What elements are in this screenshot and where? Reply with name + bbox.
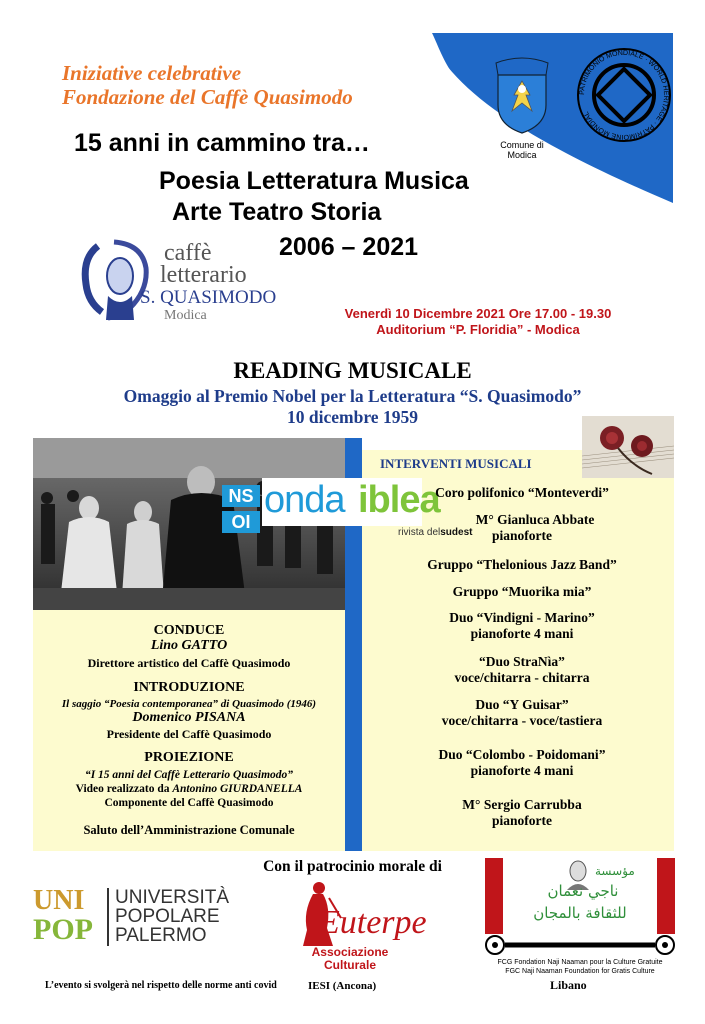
unipop-pop: POP [33, 913, 93, 946]
intro-name: Domenico PISANA [132, 710, 246, 725]
logo-name: S. QUASIMODO [140, 287, 277, 308]
fcg-red-bar-right [657, 858, 675, 934]
projection-role: Componente del Caffè Quasimodo [104, 797, 274, 809]
performer-line: pianoforte [492, 528, 552, 543]
quasimodo-portrait-icon [68, 238, 158, 326]
ns-badge: NS [222, 485, 260, 507]
roses-photo [582, 416, 674, 478]
euterpe-logo [285, 878, 427, 978]
intro-description: Il saggio “Poesia contemporanea” di Quasimodo (1946) [61, 698, 317, 710]
unipop-uni: UNI [33, 885, 85, 916]
performer-line: “Duo StraNìa” [479, 654, 565, 669]
projection-video [33, 782, 345, 796]
performer-line: Duo “Vindigni - Marino” [449, 610, 595, 625]
euterpe-name: Euterpe [319, 904, 427, 941]
initiatives-line-2: Fondazione del Caffè Quasimodo [62, 85, 353, 109]
fcg-arabic-3: للثقافة بالمجان [533, 904, 627, 922]
fcg-emblem-icon [485, 934, 675, 956]
performer-line: M° Sergio Carrubba [462, 797, 582, 812]
logo-city: Modica [164, 308, 207, 323]
euterpe-city: IESI (Ancona) [308, 980, 377, 992]
world-heritage-icon [576, 47, 672, 143]
projection-title: “I 15 anni del Caffè Letterario Quasimodo” [84, 769, 294, 781]
unesco-ring-text: PATRIMONIO MONDIALE · WORLD HERITAGE · PATRIMOINE MONDIAL [578, 49, 670, 141]
comune-label: Comune di Modica [500, 140, 544, 160]
performer-line: voce/chitarra - voce/tastiera [441, 713, 603, 728]
years: 2006 – 2021 [279, 233, 419, 261]
unesco-world-heritage-logo [576, 47, 672, 143]
event-subtitle: Omaggio al Premio Nobel per la Letteratura “S. Quasimodo” [123, 386, 582, 406]
caffe-letterario-logo [68, 238, 288, 326]
fcg-arabic-2: ناجي نعمان [547, 882, 619, 900]
onda-text: onda [264, 479, 345, 521]
performer-line: Coro polifonico “Monteverdi” [435, 485, 609, 500]
oi-badge: OI [222, 511, 260, 533]
performer-line: Duo “Y Guisar” [475, 697, 569, 712]
musical-interventions-heading: INTERVENTI MUSICALI [380, 456, 532, 471]
fcg-country: Libano [550, 978, 587, 992]
euterpe-line2: Culturale [323, 958, 376, 972]
unipop-separator [107, 888, 109, 946]
patrocinio-label: Con il patrocinio morale di [263, 858, 442, 875]
unipop-line3: PALERMO [115, 925, 207, 946]
intro-heading: INTRODUZIONE [133, 680, 245, 695]
headline-1: 15 anni in cammino tra… [74, 129, 370, 157]
logo-letterario: letterario [160, 262, 247, 288]
performer-line: Gruppo “Thelonious Jazz Band” [427, 557, 617, 572]
covid-note: L’evento si svolgerà nel rispetto delle norme anti covid [45, 980, 277, 991]
unipop-line1: UNIVERSITÀ [115, 887, 230, 908]
euterpe-line1: Associazione [311, 945, 389, 959]
headline-3: Arte Teatro Storia [172, 198, 382, 226]
roses-image [582, 416, 674, 478]
performer-line: pianoforte [492, 813, 552, 828]
fcg-arabic-1: مؤسسة [595, 864, 635, 878]
event-venue: Auditorium “P. Floridia” - Modica [376, 322, 580, 337]
projection-video-prefix: Video realizzato da [75, 783, 173, 795]
event-date-time: Venerdì 10 Dicembre 2021 Ore 17.00 - 19.30 [344, 306, 612, 321]
fcg-line-1: FCG Fondation Naji Naaman pour la Culture Gratuite [497, 959, 663, 966]
saluto-text: Saluto dell’Amministrazione Comunale [83, 823, 295, 837]
event-nobel-date: 10 dicembre 1959 [287, 407, 418, 427]
fcg-line-2: FGC Naji Naaman Foundation for Gratis Culture [505, 968, 655, 975]
performer-line: M° Gianluca Abbate [475, 512, 595, 527]
header-banner [32, 33, 673, 351]
logo-caffe: caffè [164, 240, 212, 266]
event-title: READING MUSICALE [233, 358, 472, 383]
intro-role: Presidente del Caffè Quasimodo [106, 727, 272, 741]
unipop-line2: POPOLARE [115, 906, 220, 927]
performer-line: Duo “Colombo - Poidomani” [438, 747, 606, 762]
performer-line: Gruppo “Muorika mia” [452, 584, 592, 599]
headline-2: Poesia Letteratura Musica [159, 167, 469, 195]
iblea-text: iblea [358, 479, 440, 521]
fcg-red-bar-left [485, 858, 503, 934]
conduce-role: Direttore artistico del Caffè Quasimodo [87, 656, 291, 670]
naji-naaman-foundation-logo [485, 858, 675, 976]
unipop-palermo-logo [33, 886, 253, 950]
projection-heading: PROIEZIONE [144, 750, 234, 765]
conduce-heading: CONDUCE [153, 623, 225, 638]
performer-line: pianoforte 4 mani [470, 626, 574, 641]
conduce-name: Lino GATTO [150, 638, 228, 653]
tagline-bold: sudest [440, 527, 473, 538]
tagline-prefix: rivista del [398, 527, 441, 538]
performer-line: pianoforte 4 mani [470, 763, 574, 778]
comune-di-modica-logo [486, 55, 558, 160]
crest-icon [486, 55, 558, 135]
projection-video-name: Antonino GIURDANELLA [172, 783, 303, 795]
performer-line: voce/chitarra - chitarra [454, 670, 590, 685]
initiatives-line-1: Iniziative celebrative [62, 61, 242, 85]
